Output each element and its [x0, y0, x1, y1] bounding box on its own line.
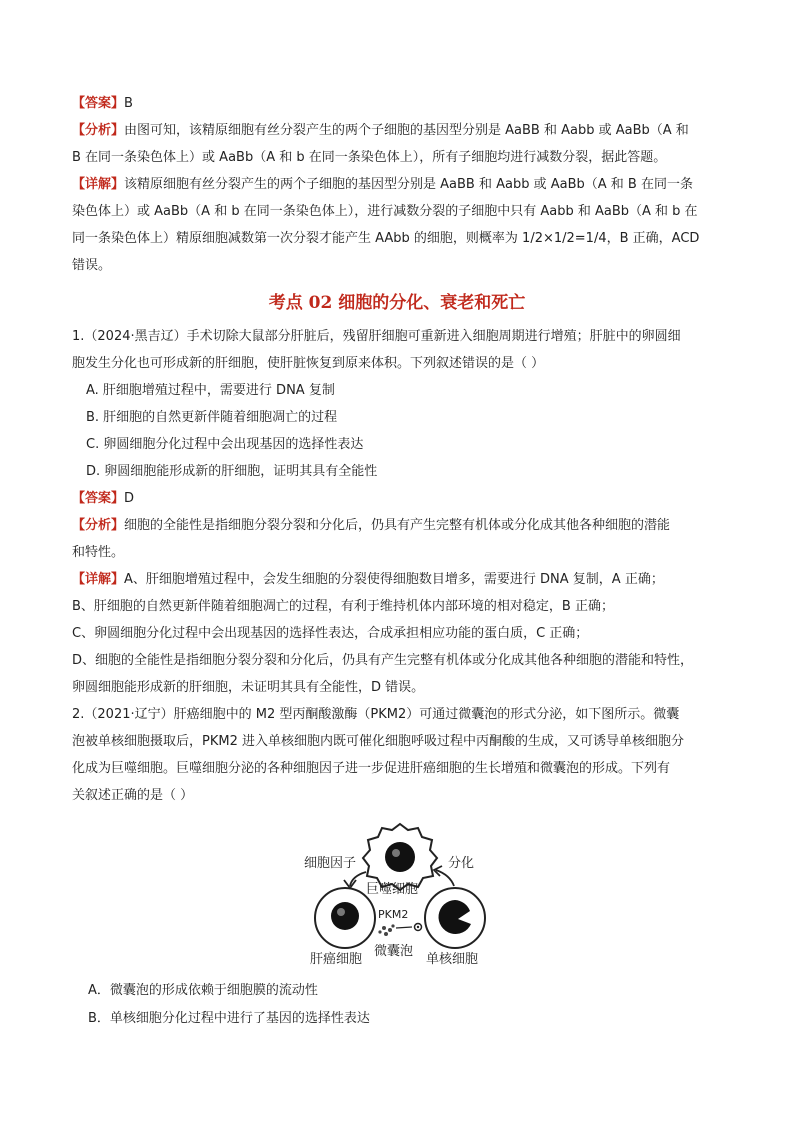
q1-detail-tag: 【详解】 [72, 572, 125, 587]
vesicle-dots [378, 924, 421, 937]
label-differentiation: 分化 [448, 856, 475, 871]
arrow-vesicle [396, 927, 412, 928]
q1-answer-line [72, 489, 732, 509]
q2-option-b: B．单核细胞分化过程中进行了基因的选择性表达 [88, 1011, 370, 1026]
detail-text-1: 该精原细胞有丝分裂产生的两个子细胞的基因型分别是 AaBB 和 Aabb 或 AaBb（A 和 B 在同一条 [124, 177, 693, 192]
q1-analysis-line-1 [72, 516, 732, 536]
q1-option-a: A. 肝细胞增殖过程中，需要进行 DNA 复制 [86, 383, 335, 398]
q2-stem-1: 2.（2021·辽宁）肝癌细胞中的 M2 型丙酮酸激酶（PKM2）可通过微囊泡的形式分泌，如下图所示。微囊 [72, 707, 680, 722]
analysis-tag: 【分析】 [72, 123, 125, 138]
q1-stem-2: 胞发生分化也可形成新的肝细胞，使肝脏恢复到原来体积。下列叙述错误的是（ ） [72, 356, 545, 371]
detail-line-4: 错误。 [72, 258, 112, 273]
analysis-text-1: 由图可知，该精原细胞有丝分裂产生的两个子细胞的基因型分别是 AaBB 和 Aabb 或 AaBb（A 和 [124, 123, 689, 138]
detail-tag: 【详解】 [72, 177, 125, 192]
q1-analysis-tag: 【分析】 [72, 518, 125, 533]
q1-detail-line-5: 卵圆细胞能形成新的肝细胞，未证明其具有全能性，D 错误。 [72, 680, 425, 695]
section-title: 考点 02 细胞的分化、衰老和死亡 [268, 293, 526, 313]
detail-line-3: 同一条染色体上）精原细胞减数第一次分裂才能产生 AAbb 的细胞，则概率为 1/2×1/2=1/4，B 正确，ACD [72, 231, 700, 246]
monocyte-cell [425, 888, 485, 948]
q1-answer-tag: 【答案】 [72, 491, 125, 506]
label-liver-cancer-cell: 肝癌细胞 [310, 952, 363, 967]
label-cytokine: 细胞因子 [304, 856, 357, 871]
q1-detail-line-1 [72, 570, 732, 590]
label-pkm2: PKM2 [378, 908, 409, 921]
answer-tag: 【答案】 [72, 96, 125, 111]
label-macrophage: 巨噬细胞 [366, 882, 419, 897]
q2-stem-4: 关叙述正确的是（ ） [72, 788, 194, 803]
analysis-line-2: B 在同一条染色体上）或 AaBb（A 和 b 在同一条染色体上），所有子细胞均进行减数分裂，据此答题。 [72, 150, 667, 165]
q1-answer-value: D [124, 491, 135, 506]
answer-value: B [124, 96, 133, 111]
label-vesicle: 微囊泡 [374, 944, 414, 959]
liver-cancer-cell [315, 888, 375, 948]
q1-detail-text-1: A、肝细胞增殖过程中，会发生细胞的分裂使得细胞数目增多，需要进行 DNA 复制，A 正确； [124, 572, 664, 587]
q1-detail-line-3: C、卵圆细胞分化过程中会出现基因的选择性表达，合成承担相应功能的蛋白质，C 正确； [72, 626, 589, 641]
cell-diagram [300, 820, 500, 970]
q2-stem-3: 化成为巨噬细胞。巨噬细胞分泌的各种细胞因子进一步促进肝癌细胞的生长增殖和微囊泡的形成。下列有 [72, 761, 671, 776]
detail-line-1 [72, 175, 732, 195]
q2-stem-2: 泡被单核细胞摄取后，PKM2 进入单核细胞内既可催化细胞呼吸过程中丙酮酸的生成，又可诱导单核细胞分 [72, 734, 684, 749]
q1-option-d: D. 卵圆细胞能形成新的肝细胞，证明其具有全能性 [86, 464, 378, 479]
q1-detail-line-2: B、肝细胞的自然更新伴随着细胞凋亡的过程，有利于维持机体内部环境的相对稳定，B 正确； [72, 599, 614, 614]
q1-detail-line-4: D、细胞的全能性是指细胞分裂分裂和分化后，仍具有产生完整有机体或分化成其他各种细胞的潜能和特性， [72, 653, 694, 668]
detail-line-2: 染色体上）或 AaBb（A 和 b 在同一条染色体上），进行减数分裂的子细胞中只有 Aabb 和 AaBb（A 和 b 在 [72, 204, 698, 219]
q1-analysis-text-1: 细胞的全能性是指细胞分裂分裂和分化后，仍具有产生完整有机体或分化成其他各种细胞的潜能 [124, 518, 671, 533]
answer-line [72, 94, 732, 114]
analysis-line-1 [72, 121, 732, 141]
arrow-cytokine [344, 872, 366, 888]
q1-stem-1: 1.（2024·黑吉辽）手术切除大鼠部分肝脏后，残留肝细胞可重新进入细胞周期进行增殖；肝脏中的卵圆细 [72, 329, 681, 344]
q2-option-a: A．微囊泡的形成依赖于细胞膜的流动性 [88, 983, 318, 998]
q1-analysis-line-2: 和特性。 [72, 545, 125, 560]
label-monocyte: 单核细胞 [426, 952, 479, 967]
q1-option-c: C. 卵圆细胞分化过程中会出现基因的选择性表达 [86, 437, 364, 452]
q1-option-b: B. 肝细胞的自然更新伴随着细胞凋亡的过程 [86, 410, 338, 425]
